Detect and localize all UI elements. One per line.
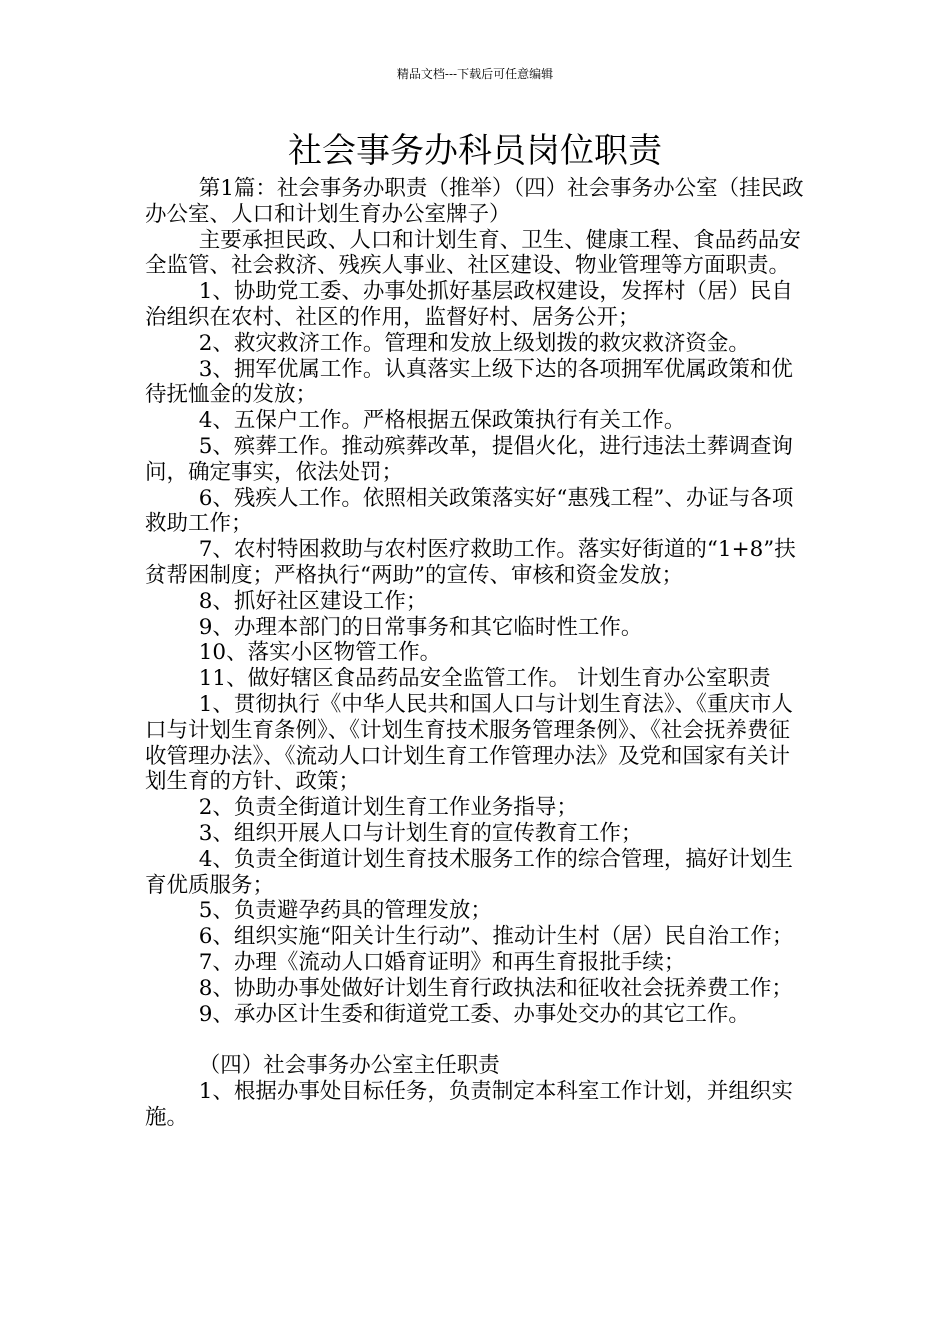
paragraph: 7、农村特困救助与农村医疗救助工作。落实好街道的“1+8”扶贫帮困制度；严格执行“两助”的宣传、审核和资金发放； xyxy=(145,537,796,588)
paragraph: 10、落实小区物管工作。 xyxy=(198,640,442,666)
paragraph: 4、负责全街道计划生育技术服务工作的综合管理，搞好计划生育优质服务； xyxy=(145,846,793,898)
paragraph: 6、组织实施“阳关计生行动”、推动计生村（居）民自治工作； xyxy=(198,924,794,950)
paragraph: 3、拥军优属工作。认真落实上级下达的各项拥军优属政策和优待抚恤金的发放； xyxy=(145,356,793,408)
paragraph: 6、残疾人工作。依照相关政策落实好“惠残工程”、办证与各项救助工作； xyxy=(145,485,794,537)
paragraph: 1、贯彻执行《中华人民共和国人口与计划生育法》、《重庆市人口与计划生育条例》、《计划生育技术服务管理条例》、《社会抚养费征收管理办法》、《流动人口计划生育工作管理办法》及党和国家有关计划生育的方针、政策； xyxy=(145,691,793,795)
paragraph: 第1篇：社会事务办职责（推举）（四）社会事务办公室（挂民政办公室、人口和计划生育办公室牌子） xyxy=(145,176,804,227)
paragraph: 1、协助党工委、办事处抓好基层政权建设，发挥村（居）民自治组织在农村、社区的作用，监督好村、居务公开； xyxy=(145,279,793,330)
paragraph: 2、负责全街道计划生育工作业务指导； xyxy=(198,795,578,821)
paragraph: 8、协助办事处做好计划生育行政执法和征收社会抚养费工作； xyxy=(198,975,793,1001)
paragraph: 9、办理本部门的日常事务和其它临时性工作。 xyxy=(198,614,643,640)
section-heading: （四）社会事务办公室主任职责 xyxy=(198,1053,500,1079)
document-title: 社会事务办科员岗位职责 xyxy=(288,131,662,171)
paragraph: 主要承担民政、人口和计划生育、卫生、健康工程、食品药品安全监管、社会救济、残疾人事业、社区建设、物业管理等方面职责。 xyxy=(145,227,801,279)
paragraph: 5、负责避孕药具的管理发放； xyxy=(198,898,492,924)
paragraph: 4、五保户工作。严格根据五保政策执行有关工作。 xyxy=(198,408,686,434)
paragraph: 5、殡葬工作。推动殡葬改革，提倡火化，进行违法土葬调查询问，确定事实，依法处罚； xyxy=(145,433,793,485)
paragraph: 3、组织开展人口与计划生育的宣传教育工作； xyxy=(198,820,643,846)
paragraph: 1、根据办事处目标任务，负责制定本科室工作计划，并组织实施。 xyxy=(145,1078,793,1130)
paragraph: 9、承办区计生委和街道党工委、办事处交办的其它工作。 xyxy=(198,1001,750,1027)
page-header: 精品文档---下载后可任意编辑 xyxy=(396,67,554,81)
paragraph: 8、抓好社区建设工作； xyxy=(198,588,428,614)
paragraph: 11、做好辖区食品药品安全监管工作。 计划生育办公室职责 xyxy=(198,666,771,692)
paragraph: 2、救灾救济工作。管理和发放上级划拨的救灾救济资金。 xyxy=(198,330,750,356)
document-body xyxy=(145,176,810,1130)
paragraph: 7、办理《流动人口婚育证明》和再生育报批手续； xyxy=(198,949,686,975)
